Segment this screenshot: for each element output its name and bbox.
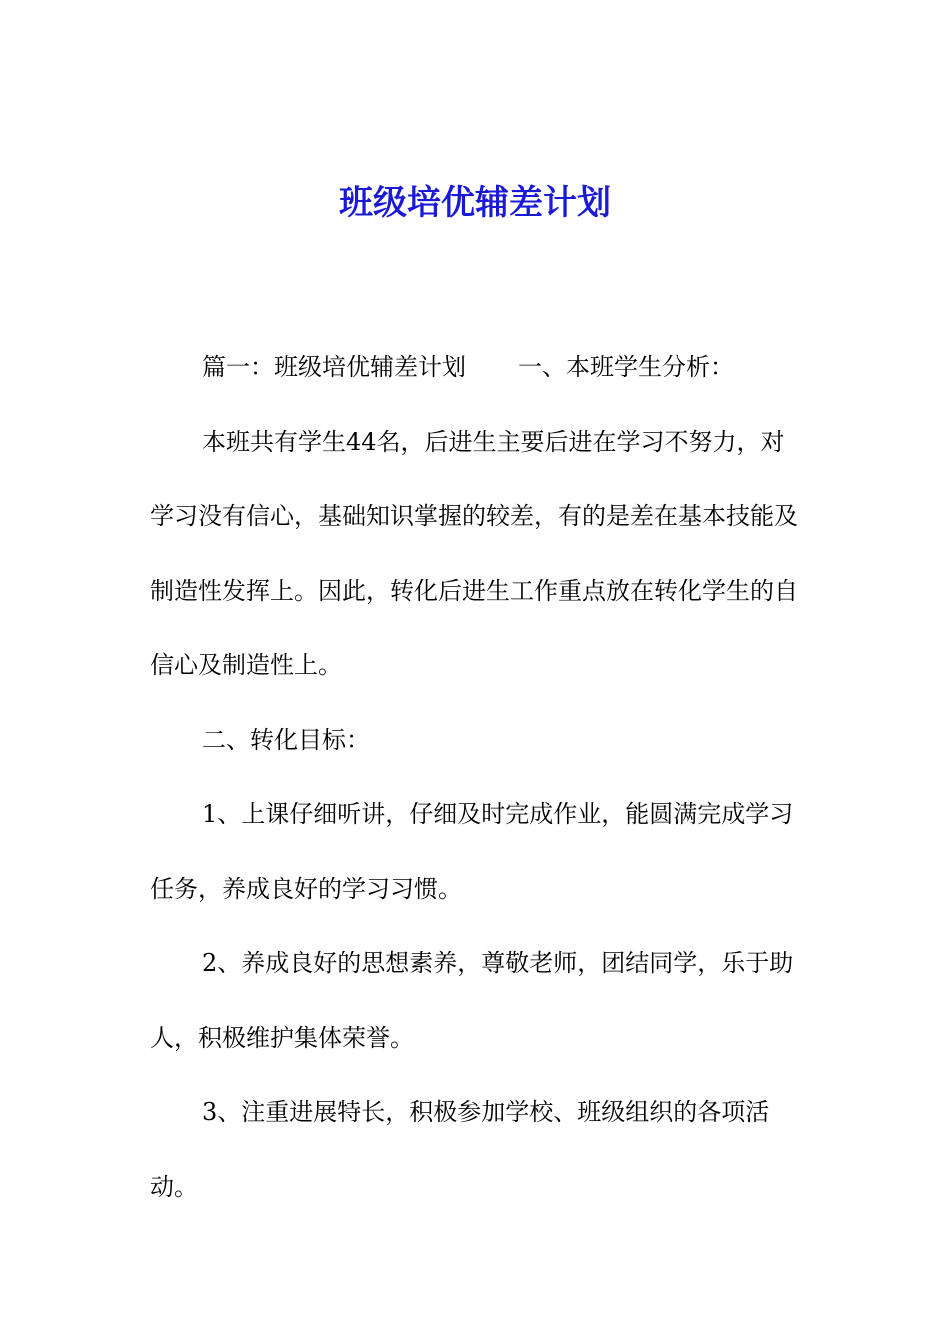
paragraph-goal-2: 2、养成良好的思想素养，尊敬老师，团结同学，乐于助人，积极维护集体荣誉。 xyxy=(150,949,794,1052)
document-title: 班级培优辅差计划 xyxy=(339,183,611,223)
section-heading-line xyxy=(150,330,805,405)
document-body xyxy=(150,330,805,1224)
article-heading: 篇一：班级培优辅差计划 xyxy=(202,353,466,381)
paragraph-goal-3: 3、注重进展特长，积极参加学校、班级组织的各项活动。 xyxy=(150,1098,770,1201)
paragraph-goal-1: 1、上课仔细听讲，仔细及时完成作业，能圆满完成学习任务，养成良好的学习习惯。 xyxy=(150,800,794,903)
section-heading: 一、本班学生分析： xyxy=(518,353,734,381)
paragraph-student-analysis: 本班共有学生44名，后进生主要后进在学习不努力，对学习没有信心，基础知识掌握的较差，有的是差在基本技能及制造性发挥上。因此，转化后进生工作重点放在转化学生的自信心及制造性上。 xyxy=(150,427,798,679)
paragraph-goals-heading: 二、转化目标： xyxy=(202,725,370,754)
